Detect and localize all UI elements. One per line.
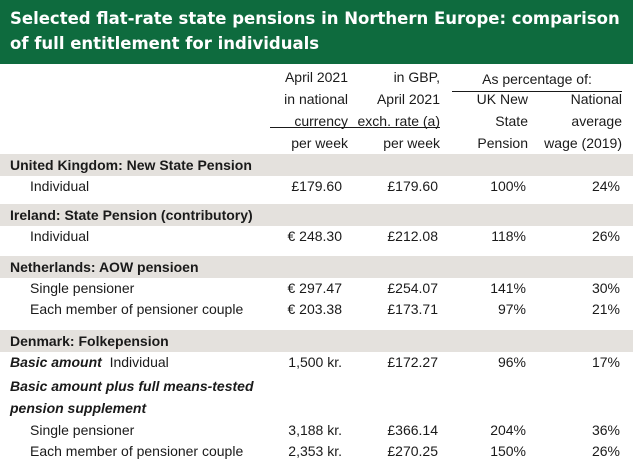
table-row [0, 225, 633, 247]
header-line: average [571, 113, 622, 129]
header-line: State [495, 113, 528, 129]
value-gbp: £270.25 [387, 443, 438, 459]
value-national: € 203.38 [287, 301, 342, 317]
value-pct-wage: 26% [591, 443, 620, 459]
row-label: Each member of pensioner couple [30, 443, 244, 459]
header-line: National [570, 91, 622, 107]
value-gbp: £254.07 [387, 280, 438, 296]
value-pct-wage: 30% [591, 280, 620, 296]
section-ireland: Ireland: State Pension (contributory) [0, 204, 633, 226]
table-row [0, 298, 633, 320]
header-uk-new-state-pension [452, 88, 528, 154]
value-pct-uk: 97% [497, 301, 526, 317]
value-pct-uk: 96% [497, 354, 526, 370]
header-line: UK New [476, 91, 528, 107]
header-national-currency [266, 66, 348, 154]
header-national-average-wage [532, 88, 622, 154]
row-label: Each member of pensioner couple [30, 301, 244, 317]
header-line: currency [294, 113, 348, 129]
supplement-note-line: Basic amount plus full means-tested [10, 378, 254, 394]
supplement-note-line: pension supplement [10, 400, 147, 416]
table-row [0, 351, 633, 373]
header-divider [348, 127, 440, 128]
value-gbp: £172.27 [387, 354, 438, 370]
basic-amount-label: Basic amount [10, 354, 102, 370]
value-national: £179.60 [291, 178, 342, 194]
value-national: 2,353 kr. [288, 443, 342, 459]
value-pct-wage: 26% [591, 228, 620, 244]
row-label [10, 351, 169, 373]
value-national: € 248.30 [287, 228, 342, 244]
header-divider [270, 127, 348, 128]
header-line: per week [291, 135, 348, 151]
value-gbp: £173.71 [387, 301, 438, 317]
value-pct-uk: 118% [491, 228, 526, 244]
table-row [0, 440, 633, 462]
value-national: € 297.47 [287, 280, 342, 296]
value-pct-uk: 204% [490, 422, 526, 438]
section-uk: United Kingdom: New State Pension [0, 154, 633, 176]
value-gbp: £179.60 [387, 178, 438, 194]
value-gbp: £212.08 [387, 228, 438, 244]
header-line: per week [383, 135, 440, 151]
value-pct-wage: 24% [591, 178, 620, 194]
header-line: exch. rate (a) [357, 113, 440, 129]
header-line: April 2021 [284, 69, 348, 85]
header-line: April 2021 [376, 91, 440, 107]
table-row [0, 419, 633, 441]
table-row [0, 175, 633, 197]
table-row [0, 277, 633, 299]
basic-amount-sublabel: Individual [109, 354, 169, 370]
header-line: in GBP, [393, 69, 440, 85]
header-line: Pension [477, 135, 528, 151]
section-denmark: Denmark: Folkepension [0, 330, 633, 352]
value-pct-wage: 17% [591, 354, 620, 370]
value-pct-uk: 100% [490, 178, 526, 194]
header-line: in national [284, 91, 348, 107]
value-pct-uk: 141% [490, 280, 526, 296]
value-gbp: £366.14 [387, 422, 438, 438]
row-label: Single pensioner [30, 422, 135, 438]
value-pct-wage: 21% [591, 301, 620, 317]
table-title: Selected flat-rate state pensions in Northern Europe: comparison of full entitlement for individuals [0, 0, 633, 64]
header-line: wage (2019) [544, 135, 622, 151]
value-pct-wage: 36% [591, 422, 620, 438]
row-label: Individual [30, 178, 90, 194]
value-national: 1,500 kr. [288, 354, 342, 370]
value-national: 3,188 kr. [288, 422, 342, 438]
section-netherlands: Netherlands: AOW pensioen [0, 256, 633, 278]
value-pct-uk: 150% [490, 443, 526, 459]
row-label: Individual [30, 228, 90, 244]
row-label: Single pensioner [30, 280, 135, 296]
header-gbp [354, 66, 440, 154]
header-percentage-span: As percentage of: [452, 68, 622, 92]
